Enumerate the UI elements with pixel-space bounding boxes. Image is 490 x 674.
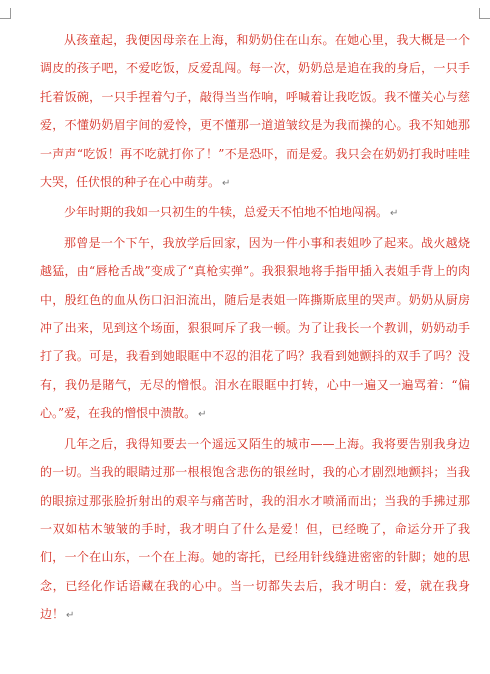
paragraph-4-text: 几年之后，我得知要去一个遥远又陌生的城市——上海。我将要告别我身边的一切。当我的眼睛过那一根根饱含悲伤的银丝时，我的心才剧烈地颤抖；当我的眼掠过那张脸折射出的艰辛与痛苦时，我的泪水才喷涌而出；当我的手拂过那一双如枯木皱皱的手时，我才明白了什么是爱！但，已经晚了，命运分开了我们，一个在山东，一个在上海。她的寄托，已经用针线缝进密密的针脚；她的思念，已经化作话语藏在我的心中。当一切都失去后，我才明白：爱，就在我身边！ — [40, 436, 470, 622]
paragraph-mark-icon: ↵ — [198, 409, 207, 421]
paragraph-3 — [40, 229, 470, 430]
paragraph-1-text: 从孩童起，我便因母亲在上海，和奶奶住在山东。在她心里，我大概是一个调皮的孩子吧，不爱吃饭，反爱乱闯。每一次，奶奶总是追在我的身后，一只手托着饭碗，一只手捏着勺子，敲得当当作响，呼喊着让我吃饭。我不懂关心与慈爱，不懂奶奶眉宇间的爱怜，更不懂那一道道皱纹是为我而操的心。我不知她那一声声“吃饭！再不吃就打你了！”不是恐吓，而是爱。我只会在奶奶打我时哇哇大哭，任伏恨的种子在心中萌芽。 — [40, 33, 470, 190]
paragraph-2 — [40, 198, 470, 228]
paragraph-4 — [40, 430, 470, 631]
paragraph-mark-icon: ↵ — [222, 178, 231, 190]
top-right-crop-mark — [479, 8, 490, 19]
paragraph-mark-icon: ↵ — [66, 610, 75, 622]
top-left-crop-mark — [0, 8, 11, 19]
document-body[interactable] — [40, 26, 470, 631]
paragraph-mark-icon: ↵ — [390, 208, 399, 220]
paragraph-2-text: 少年时期的我如一只初生的牛犊，总爱天不怕地不怕地闯祸。 — [64, 205, 389, 220]
paragraph-3-text: 那曾是一个下午，我放学后回家，因为一件小事和表姐吵了起来。战火越烧越猛，由“唇枪舌战”变成了“真枪实弹”。我狠狠地将手指甲插入表姐手背上的肉中，殷红色的血从伤口汩汩流出，随后是表姐一阵撕斯底里的哭声。奶奶从厨房冲了出来，见到这个场面，狠狠呵斥了我一顿。为了让我长一个教训，奶奶动手打了我。可是，我看到她眼眶中不忍的泪花了吗？我看到她颤抖的双手了吗？没有，我仍是賭气，无尽的憎恨。泪水在眼眶中打转，心中一遍又一遍骂着：“偏心。”爱，在我的憎恨中溃散。 — [40, 235, 470, 421]
paragraph-1 — [40, 26, 470, 198]
